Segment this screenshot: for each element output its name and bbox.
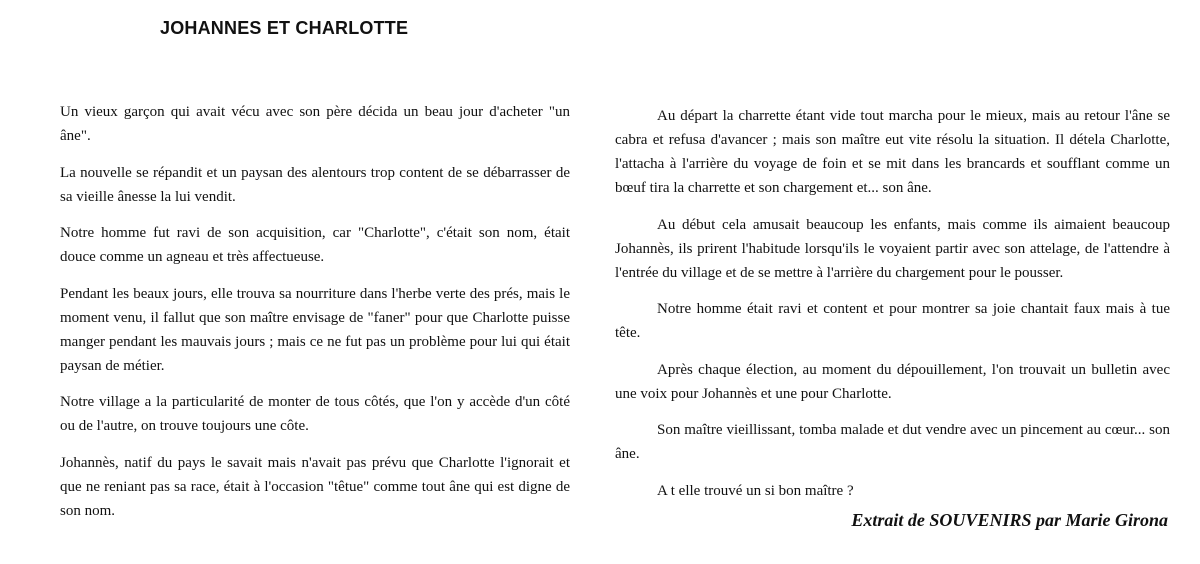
document-title: JOHANNES ET CHARLOTTE [160,18,409,38]
right-column [615,104,1170,515]
paragraph: Son maître vieillissant, tomba malade et dut vendre avec un pincement au cœur... son âne. [615,422,1170,462]
paragraph: Au début cela amusait beaucoup les enfants, mais comme ils aimaient beaucoup Johannès, ils prirent l'habitude lorsqu'ils le voyaient partir avec son attelage, de l'attendre à l'entrée du village et de se mettre à l'arrière du chargement pour le pousser. [615,216,1170,281]
paragraph: Un vieux garçon qui avait vécu avec son père décida un beau jour d'acheter "un âne". [60,104,570,144]
closing-question: A t elle trouvé un si bon maître ? [657,482,854,499]
paragraph: La nouvelle se répandit et un paysan des alentours trop content de se débarrasser de sa vieille ânesse la lui vendit. [60,164,570,205]
signature: Extrait de SOUVENIRS par Marie Girona [851,510,1168,530]
paragraph: Notre homme fut ravi de son acquisition, car "Charlotte", c'était son nom, était douce comme un agneau et très affectueuse. [60,225,570,265]
paragraph: Après chaque élection, au moment du dépouillement, l'on trouvait un bulletin avec une voix pour Johannès et une pour Charlotte. [615,361,1170,402]
left-column [60,100,570,535]
paragraph: Notre homme était ravi et content et pour montrer sa joie chantait faux mais à tue tête. [615,301,1170,341]
paragraph: Notre village a la particularité de monter de tous côtés, que l'on y accède d'un côté ou de l'autre, on trouve toujours une côte. [60,394,570,434]
paragraph: Au départ la charrette étant vide tout marcha pour le mieux, mais au retour l'âne se cabra et refusa d'avancer ; mais son maître eut vite résolu la situation. Il détela Charlotte, l'attacha à l'arrière du voyage de foin et se mit dans les brancards et soufflant comme un bœuf tira la charrette et son chargement et... son âne. [615,108,1170,196]
paragraph: Pendant les beaux jours, elle trouva sa nourriture dans l'herbe verte des prés, mais le moment venu, il fallut que son maître envisage de "faner" pour que Charlotte puisse manger pendant les mauvais jours ; mais ce ne fut pas un problème pour lui qui était paysan de métier. [60,285,570,374]
paragraph: Johannès, natif du pays le savait mais n'avait pas prévu que Charlotte l'ignorait et que ne reniant pas sa race, était à l'occasion "têtue" comme tout âne qui est digne de son nom. [60,454,570,519]
